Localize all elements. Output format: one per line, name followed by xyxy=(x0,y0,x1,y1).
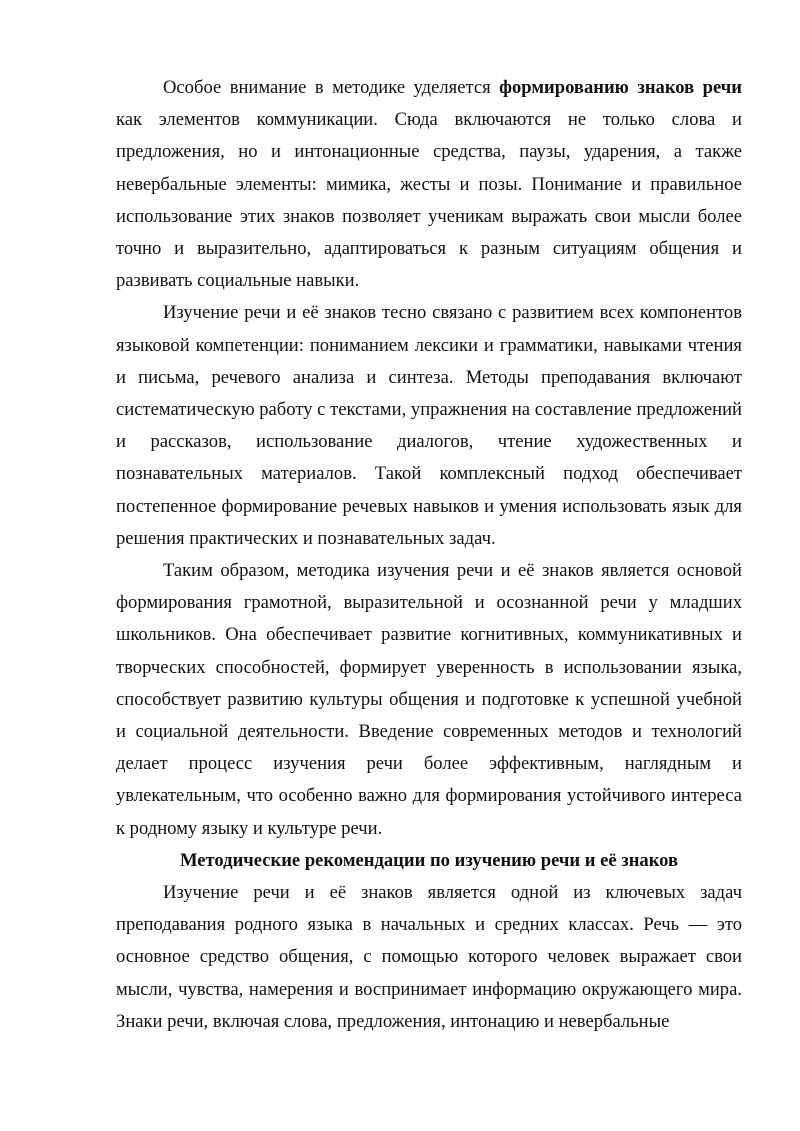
section-heading: Методические рекомендации по изучению речи и её знаков xyxy=(179,849,679,871)
paragraph-1 xyxy=(116,72,742,297)
bold-term: формированию знаков речи xyxy=(499,77,742,98)
paragraph-2: Изучение речи и её знаков тесно связано с развитием всех компонентов языковой компетенции: пониманием лексики и грамматики, навыками чтения и письма, речевого анализа и синтеза. Методы преподавания включают систематическую работу с текстами, упражнения на составление предложений и рассказов, использование диалогов, чтение художественных и познавательных материалов. Такой комплексный подход обеспечивает постепенное формирование речевых навыков и умения использовать язык для решения практических и познавательных задач. xyxy=(116,302,742,549)
document-page xyxy=(116,72,742,1038)
paragraph-1-start: Особое внимание в методике уделяется xyxy=(163,77,500,98)
paragraph-4: Изучение речи и её знаков является одной из ключевых задач преподавания родного языка в начальных и средних классах. Речь — это основное средство общения, с помощью которого человек выражает свои мысли, чувства, намерения и воспринимает информацию окружающего мира. Знаки речи, включая слова, предложения, интонацию и невербальные xyxy=(116,882,742,1032)
paragraph-3: Таким образом, методика изучения речи и её знаков является основой формирования грамотной, выразительной и осознанной речи у младших школьников. Она обеспечивает развитие когнитивных, коммуникативных и творческих способностей, формирует уверенность в использовании языка, способствует развитию культуры общения и подготовке к успешной учебной и социальной деятельности. Введение современных методов и технологий делает процесс изучения речи более эффективным, наглядным и увлекательным, что особенно важно для формирования устойчивого интереса к родному языку и культуре речи. xyxy=(116,560,742,839)
paragraph-1-rest: как элементов коммуникации. Сюда включаются не только слова и предложения, но и интонационные средства, паузы, ударения, а также невербальные элементы: мимика, жесты и позы. Понимание и правильное использование этих знаков позволяет ученикам выражать свои мысли более точно и выразительно, адаптироваться к разным ситуациям общения и развивать социальные навыки. xyxy=(116,109,742,292)
